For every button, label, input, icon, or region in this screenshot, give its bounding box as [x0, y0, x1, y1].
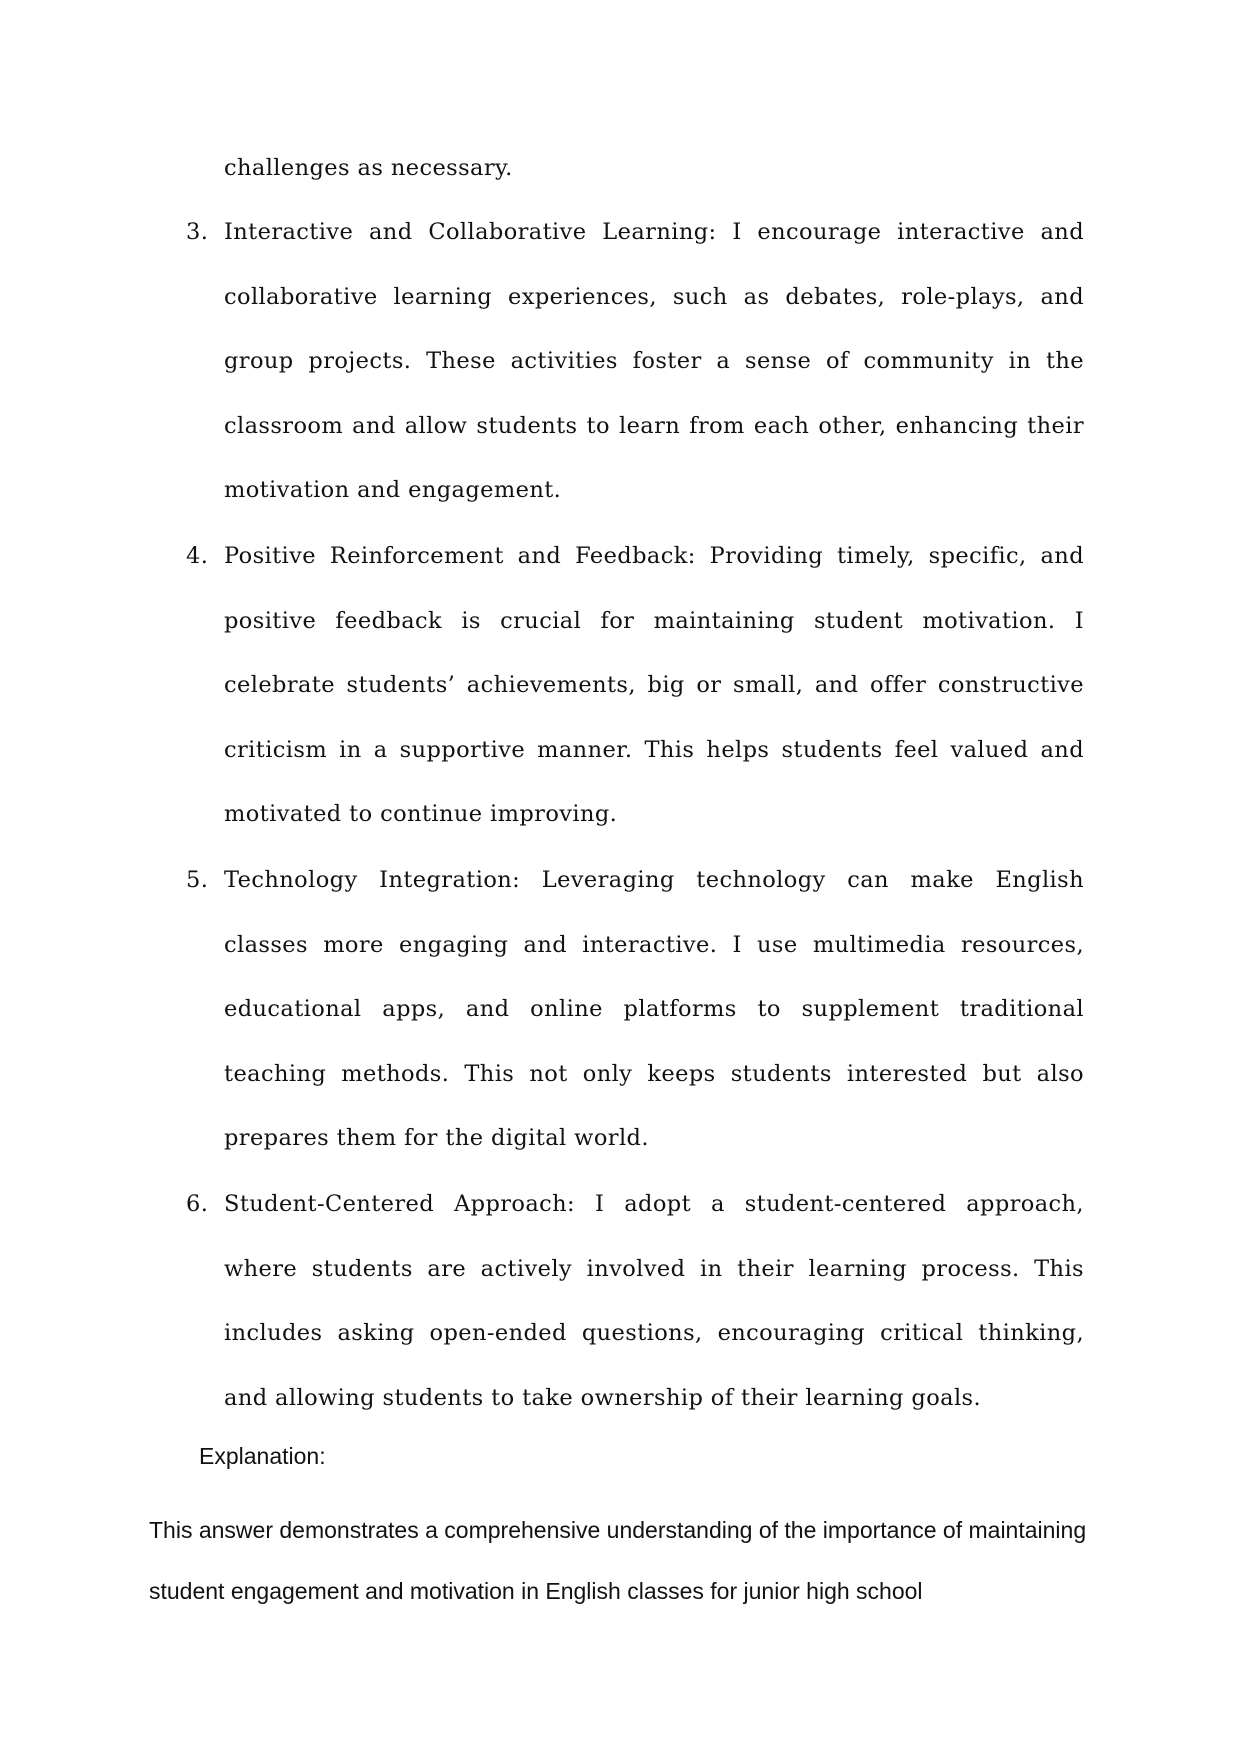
- explanation-heading: Explanation:: [199, 1443, 326, 1469]
- list-item-text: Technology Integration: Leveraging technology can make English classes more engaging and interactive. I use multimedia resources, educational apps, and online platforms to supplement traditional teaching methods. This not only keeps students interested but also prepares them for the digital world.: [224, 867, 1084, 1151]
- list-item-number: 5.: [186, 867, 209, 893]
- list-item-number: 3.: [186, 219, 209, 245]
- list-item-text: Positive Reinforcement and Feedback: Providing timely, specific, and positive feedback is crucial for maintaining student motivation. I celebrate students’ achievements, big or small, and offer constructive criticism in a supportive manner. This helps students feel valued and motivated to continue improving.: [224, 543, 1084, 827]
- list-item-number: 6.: [186, 1191, 209, 1217]
- list-item-text: Interactive and Collaborative Learning: I encourage interactive and collaborative learning experiences, such as debates, role-plays, and group projects. These activities foster a sense of community in the classroom and allow students to learn from each other, enhancing their motivation and engagement.: [224, 219, 1084, 503]
- list-item-text: Student-Centered Approach: I adopt a student-centered approach, where students are actively involved in their learning process. This includes asking open-ended questions, encouraging critical thinking, and allowing students to take ownership of their learning goals.: [224, 1191, 1084, 1411]
- list-item-number: 4.: [186, 543, 209, 569]
- continuation-line: challenges as necessary.: [224, 155, 513, 181]
- explanation-paragraph: This answer demonstrates a comprehensive understanding of the importance of maintaining student engagement and motivation in English classes for junior high school: [149, 1517, 1087, 1604]
